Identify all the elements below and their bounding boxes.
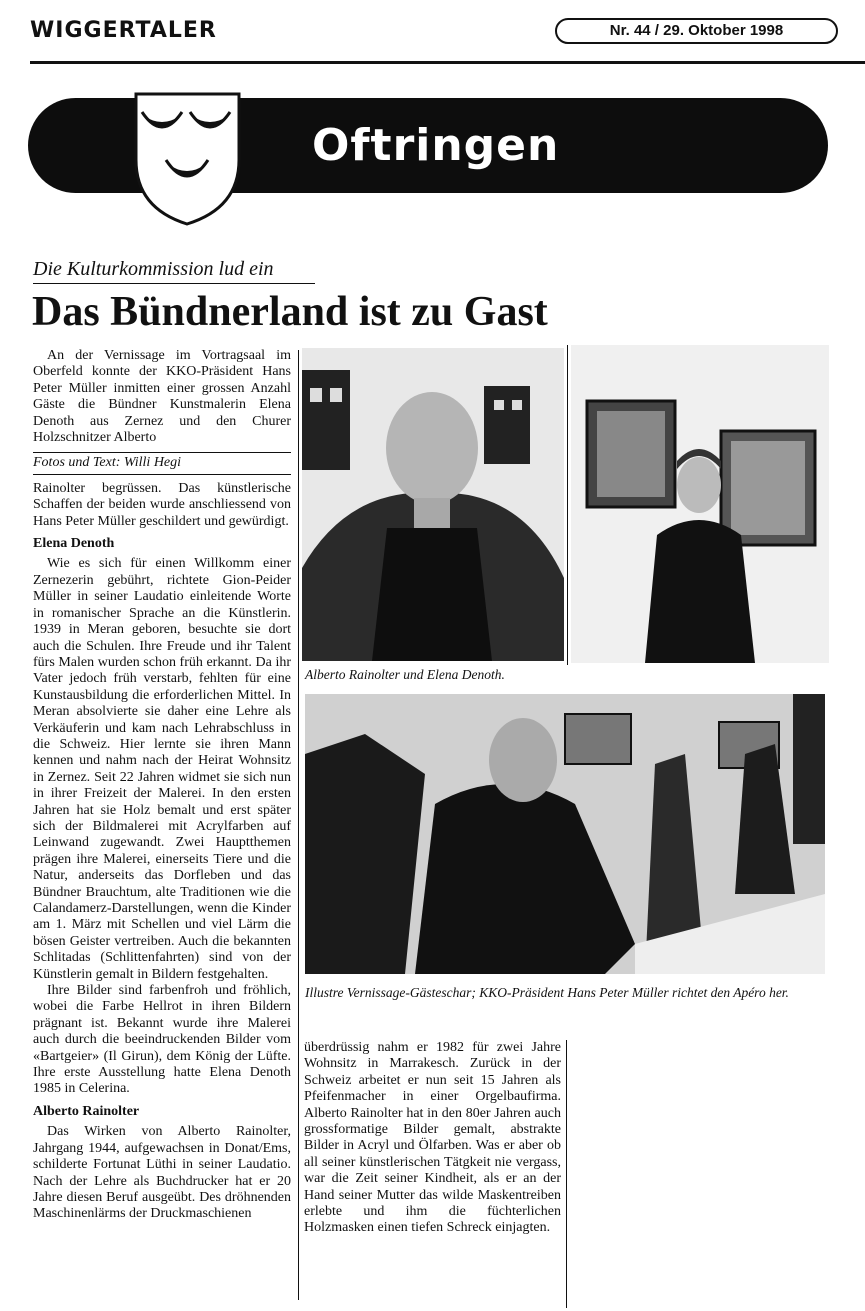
text-column-left (33, 348, 291, 1223)
photo-caption-2: Illustre Vernissage-Gästeschar; KKO-Präsident Hans Peter Müller richtet den Apéro her. (305, 985, 789, 1000)
column-rule (566, 1040, 567, 1308)
byline: Fotos und Text: Willi Hegi (33, 452, 291, 474)
subheading-elena-denoth: Elena Denoth (33, 536, 115, 552)
article-headline: Das Bündnerland ist zu Gast (32, 289, 548, 335)
paragraph: überdrüssig nahm er 1982 für zwei Jahre Wohnsitz in Marrakesch. Zurück in der Schweiz arbeitet er nun seit 15 Jahren als Pfeifenmacher in einer Orgelbaufirma. Alberto Rainolter hat in den 80er Jahren auch grossformatige Bilder gemalt, abstrakte Bilder in Acryl und Ölfarben. Was er aber ob all seiner künstlerischen Tätgkeit nie vergass, war die Zeit seiner Kindheit, als er an der Hand seiner Mutter das wilde Maskentreiben erlebte und ihm die füchterlichen Holzmasken einen tiefen Schreck einjagten. (304, 1040, 561, 1236)
paragraph: Wie es sich für einen Willkomm einer Zernezerin gebührt, richtete Gion-Peider Müller in seiner Laudatio einleitende Worte in romanischer Sprache an die Künstlerin. 1939 in Meran geboren, besuchte sie dort auch die Schulen. Ihre Freude und ihr Talent fürs Malen wurden schon früh erkannt. Da ihr Vater jedoch früh verstarb, fehlten für eine Kunstausbildung die erforderlichen Mittel. In Meran absolvierte sie daher eine Lehre als Verkäuferin und kam nach Lehrabschluss in die Schweiz. Hier lernte sie ihren Mann kennen und nahm nach der Heirat Wohnsitz in Zernez. Seit 22 Jahren widmet sie sich nun in ihrer Freizeit der Malerei. In den ersten Jahren hat sie Holz bemalt und erst später sich der Bildmalerei mit Acrylfarben auf Leinwand zugewandt. Zwei Hauptthemen prägen ihre Malerei, einerseits Tiere und die Natur, anderseits das Dorfleben und das Bündner Brauchtum, alte Traditionen wie die Calandamerz-Darstellungen, wenn die Kinder am 1. März mit Schellen und viel Lärm die bösen Geister vertreiben. Auch die bekannten Schlitadas (Schlittenfahrten) sind von der Künstlerin gemalt in Bildern festgehalten. (33, 556, 291, 982)
masthead (30, 14, 865, 54)
column-rule (567, 345, 568, 665)
paragraph: Rainolter begrüssen. Das künstlerische Schaffen der beiden wurde anschliessend von Hans Peter Müller geschildert und gewürdigt. (33, 480, 291, 529)
paragraph: Ihre Bilder sind farbenfroh und fröhlich, wobei die Farbe Hellrot in ihren Bildern prägnant ist. Bekannt wurde ihre Malerei auch durch die beeindruckenden Bilder vom «Bartgeier» (Il Girun), dem König der Lüfte. Ihre erste Ausstellung hatte Elena Denoth 1985 in Celerina. (33, 983, 291, 1097)
photo-alberto-rainolter (302, 348, 564, 661)
newspaper-name: WIGGERTALER (30, 18, 217, 43)
coat-of-arms-icon (130, 90, 245, 228)
issue-date: Nr. 44 / 29. Oktober 1998 (555, 18, 838, 44)
column-rule (298, 350, 299, 1300)
subheading-alberto-rainolter: Alberto Rainolter (33, 1103, 140, 1119)
paragraph: Das Wirken von Alberto Rainolter, Jahrgang 1944, aufgewachsen in Donat/Ems, schilderte Fortunat Lüthi in seiner Laudatio. Nach der Lehre als Buchdrucker hat er 20 Jahre diesen Beruf ausgeübt. Des dröhnenden Maschinenlärms der Druckmaschienen (33, 1124, 291, 1222)
town-name: Oftringen (312, 120, 560, 171)
photo-elena-denoth (571, 345, 829, 663)
masthead-rule (30, 61, 865, 64)
article-kicker: Die Kulturkommission lud ein (33, 258, 315, 284)
text-column-right (304, 1040, 561, 1237)
lead-paragraph: An der Vernissage im Vortragsaal im Oberfeld konnte der KKO-Präsident Hans Peter Müller inmitten einer grossen Anzahl Gäste die Bündner Kunstmalerin Elena Denoth aus Zernez und den Churer Holzschnitzer Alberto (33, 348, 291, 446)
photo-vernissage-guests (305, 694, 825, 974)
photo-caption-1: Alberto Rainolter und Elena Denoth. (305, 667, 505, 682)
